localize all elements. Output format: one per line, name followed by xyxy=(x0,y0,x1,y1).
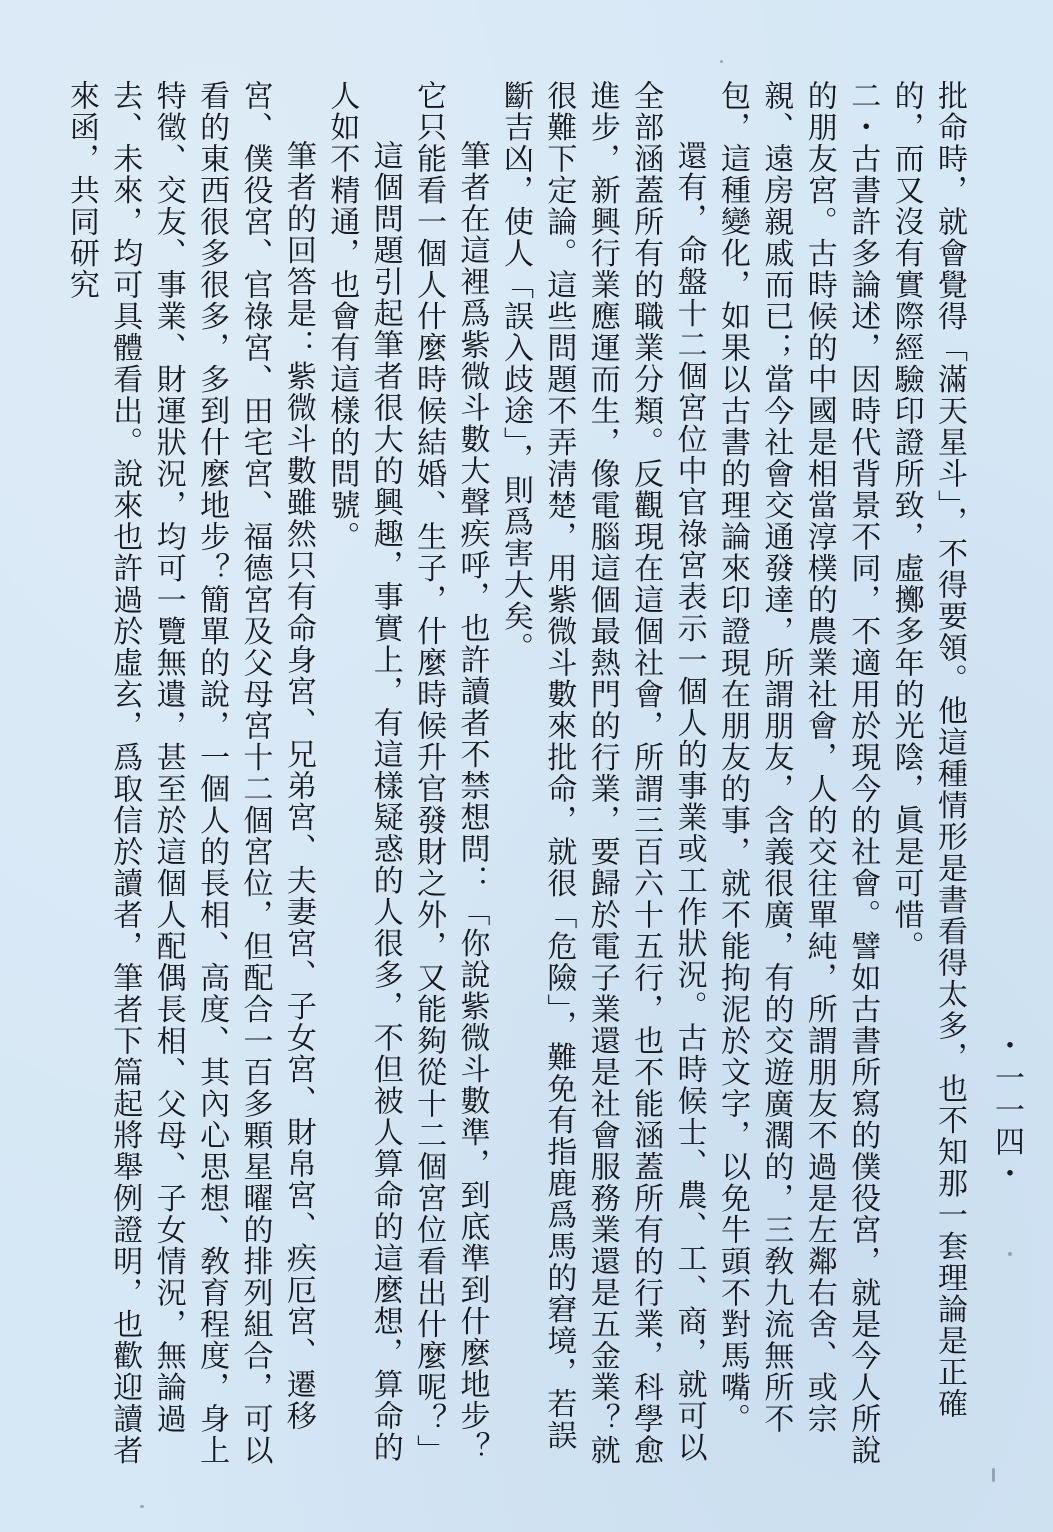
paragraph-2: 二・古書許多論述，因時代背景不同，不適用於現今的社會。譬如古書所寫的僕役宮，就是今人所說的朋友宮。古時候的中國是相當淳樸的農業社會，人的交往單純，所謂朋友不過是左鄰右舍、或宗親、遠房親戚而已；當今社會交通發達，所謂朋友，含義很廣，有的交遊廣濶的，三敎九流無所不包，這種變化，如果以古書的理論來印證現在朋友的事，就不能拘泥於文字，以免牛頭不對馬嘴。 xyxy=(714,80,881,1466)
scan-speck xyxy=(1008,1252,1012,1256)
paragraph-1: 批命時，就會覺得「滿天星斗」，不得要領。他這種情形是書看得太多，也不知那一套理論是正確的，而又沒有實際經驗印證所致，虛擲多年的光陰，眞是可惜。 xyxy=(888,80,967,1420)
vertical-text-body xyxy=(63,80,971,1475)
paragraph-5: 這個問題引起筆者很大的興趣，事實上，有這樣疑惑的人很多，不但被人算命的這麼想，算命的人如不精通，也會有這樣的問號。 xyxy=(324,80,403,1463)
paragraph-6: 筆者的回答是：紫微斗數雖然只有命身宮、兄弟宮、夫妻宮、子女宮、財帛宮、疾厄宮、遷移宮、僕役宮、官祿宮、田宅宮、福德宮及父母宮十二個宮位，但配合一百多顆星曜的排列組合，可以看的東西很多很多，多到什麼地步？簡單的說，一個人的長相、高度、其內心思想、敎育程度，身上特徵、交友、事業、財運狀況，均可一覽無遺，甚至於這個人配偶長相、父母、子女情況，無論過去、未來，均可具體看出。說來也許過於虛玄，爲取信於讀者，筆者下篇起將舉例證明，也歡迎讀者來函，共同研究 xyxy=(63,80,316,1466)
paragraph-4: 筆者在這裡爲紫微斗數大聲疾呼，也許讀者不禁想問：「你說紫微斗數準，到底準到什麼地步？它只能看一個人什麼時候結婚、生子，什麼時候升官發財之外，又能夠從十二個宮位看出什麼呢？」 xyxy=(411,80,490,1466)
page-number: ・一一四・ xyxy=(989,1030,1024,1190)
scan-speck xyxy=(992,1468,995,1482)
scan-speck xyxy=(720,60,723,63)
paragraph-3: 還有，命盤十二個宮位中官祿宮表示一個人的事業或工作狀況。古時候士、農、工、商，就可以全部涵蓋所有的職業分類。反觀現在這個社會，所謂三百六十五行，也不能涵蓋所有的行業，科學愈進步，新興行業應運而生，像電腦這個最熱門的行業，要歸於電子業還是社會服務業還是五金業？就很難下定論。這些問題不弄淸楚，用紫微斗數來批命，就很「危險」，難免有指鹿爲馬的窘境，若誤斷吉凶，使人「誤入歧途」，則爲害大矣。 xyxy=(497,80,707,1466)
scan-speck xyxy=(140,1505,144,1508)
